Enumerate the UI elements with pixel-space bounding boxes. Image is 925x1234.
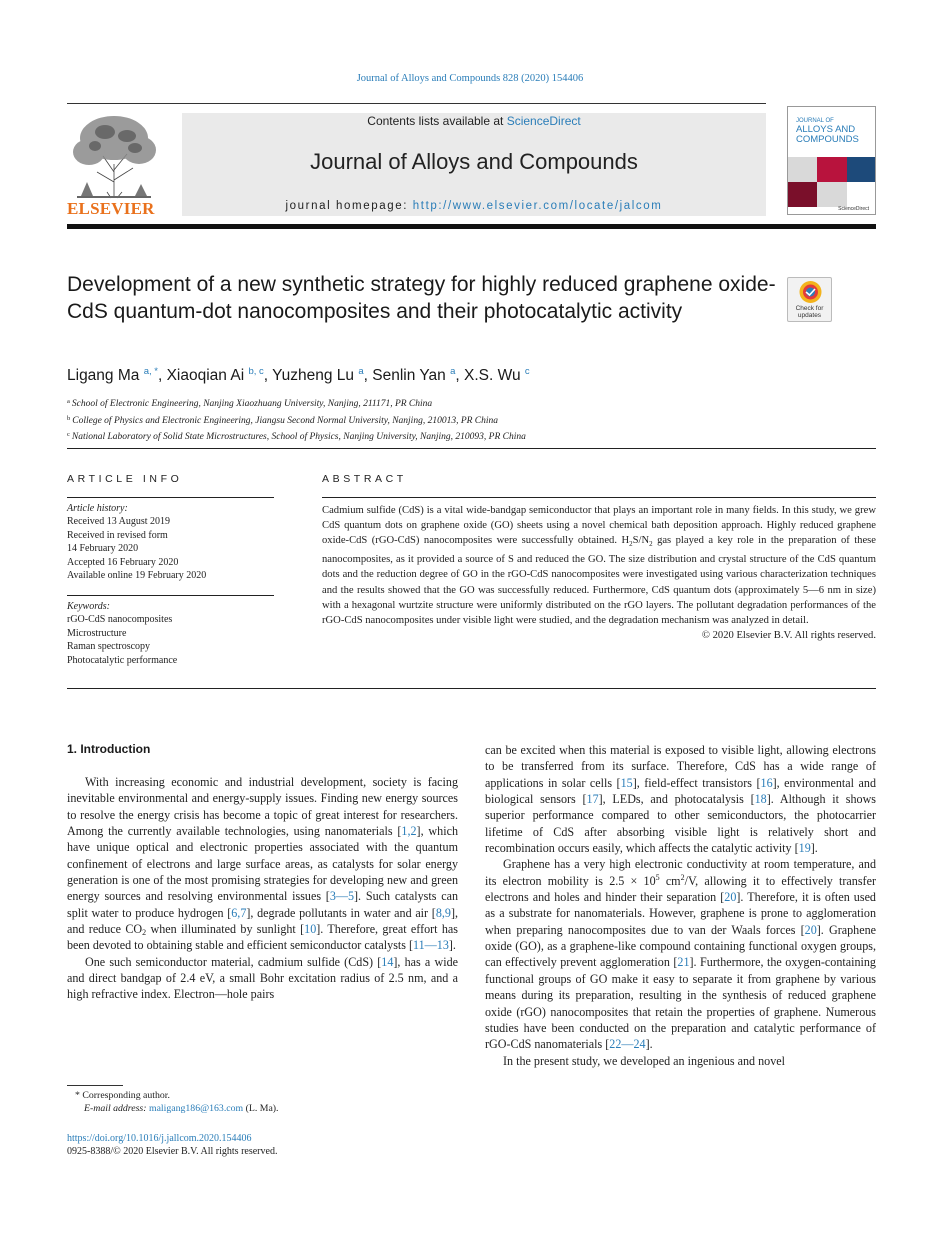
- subscript: 2: [142, 928, 147, 938]
- cover-footer: ScienceDirect: [838, 206, 869, 212]
- journal-homepage-link[interactable]: http://www.elsevier.com/locate/jalcom: [412, 200, 663, 212]
- check-for-updates-button[interactable]: [787, 277, 832, 322]
- author-affil-mark[interactable]: a: [358, 366, 364, 377]
- affiliation-item: [67, 395, 867, 412]
- intro-paragraph-2: [67, 954, 458, 1003]
- cover-color-blocks: [788, 157, 876, 207]
- author-affil-mark[interactable]: a: [450, 366, 456, 377]
- author-name[interactable]: Ligang Ma: [67, 367, 140, 384]
- history-entry: Accepted 16 February 2020: [67, 556, 179, 568]
- corresponding-author-note: [75, 1089, 170, 1102]
- check-updates-icon: [788, 278, 833, 306]
- abstract-text-3: gas played a key role in the preparation of these nanocomposites, as it provided a source of S and reduced the GO. The size distribution and crystal structure of the CdS quantum dots and the reduction degree of GO in the rGO-CdS nanocomposites were investigated using various characterization techniques and the results showed that the GO was successfully reduced. Furthermore, CdS quantum dots (approximately 5—6 nm in size) with a hexagonal wurtzite structure were uniformly distributed on the rGO layers. The pollutant degradation performances of the rGO-CdS nanocomposites under visible light were studied, and the degradation mechanism was analyzed in detail.: [322, 535, 876, 626]
- journal-cover-thumbnail[interactable]: [787, 106, 876, 215]
- header-thick-rule: [67, 224, 876, 229]
- history-entry: Received 13 August 2019: [67, 516, 171, 528]
- text-run: In the present study, we developed an ingenious and novel: [503, 1053, 786, 1068]
- reference-link[interactable]: 22—24: [609, 1037, 646, 1052]
- author-affil-mark[interactable]: c: [524, 366, 530, 377]
- text-run: ]. Furthermore, the oxygen-containing functional groups of GO make it easy to separate it from graphene by various means during its preparation, resulting in the synthesis of reduced graphene oxide (rGO) nanocomposites that retain the properties of graphene. Numerous studies have been conducted on the preparation and catalytic performance of rGO-CdS nanomaterials [: [485, 955, 876, 1052]
- author-separator: ,: [455, 367, 465, 384]
- author-name[interactable]: Xiaoqian Ai: [166, 367, 245, 384]
- keywords-label: Keywords:: [67, 601, 110, 612]
- reference-link[interactable]: 15: [620, 775, 633, 790]
- abstract-heading: ABSTRACT: [322, 473, 407, 485]
- author-name[interactable]: Yuzheng Lu: [272, 367, 355, 384]
- email-note: [84, 1102, 279, 1115]
- sciencedirect-link[interactable]: ScienceDirect: [506, 114, 581, 128]
- author-name[interactable]: X.S. Wu: [464, 367, 521, 384]
- intro-paragraph-3: [485, 856, 876, 1052]
- keyword-item: rGO-CdS nanocomposites: [67, 614, 173, 626]
- section-heading-introduction: 1. Introduction: [67, 742, 151, 756]
- cover-title-line-2: ALLOYS AND: [796, 124, 856, 135]
- reference-link[interactable]: 11—13: [413, 938, 449, 953]
- reference-link[interactable]: 8,9: [435, 905, 451, 920]
- reference-link[interactable]: 6,7: [231, 905, 247, 920]
- article-info-rule: [67, 497, 274, 498]
- author-list: [67, 366, 530, 385]
- reference-link[interactable]: 10: [304, 922, 317, 937]
- author-separator: ,: [157, 367, 167, 384]
- footnote-rule: [67, 1085, 123, 1086]
- author-email-link[interactable]: maligang186@163.com: [148, 1103, 244, 1114]
- author-affil-mark[interactable]: a, *: [143, 366, 158, 377]
- superscript: 5: [655, 872, 660, 882]
- abstract-rule: [322, 497, 876, 498]
- issn-copyright: 0925-8388/© 2020 Elsevier B.V. All rights reserved.: [67, 1146, 278, 1157]
- abstract-subscript: 2: [649, 540, 653, 549]
- intro-paragraph-2-continued: [485, 742, 876, 856]
- doi-link[interactable]: https://doi.org/10.1016/j.jallcom.2020.154406: [67, 1133, 252, 1144]
- text-run: Graphene has a very high electronic conductivity at room temperature, and its electron mobility is 2.5 × 10: [485, 857, 876, 888]
- reference-link[interactable]: 1,2: [401, 824, 417, 839]
- affiliation-item: [67, 428, 867, 445]
- affiliation-text: National Laboratory of Solid State Microstructures, School of Physics, Nanjing University, Nanjing, 210093, PR China: [71, 432, 526, 442]
- affiliation-mark: a: [67, 398, 70, 405]
- article-title: Development of a new synthetic strategy for highly reduced graphene oxide-CdS quantum-dot nanocomposites and their photocatalytic activity: [67, 273, 776, 323]
- affiliation-mark: b: [67, 414, 71, 422]
- article-info-heading: ARTICLE INFO: [67, 473, 183, 485]
- affiliation-text: College of Physics and Electronic Engineering, Jiangsu Second Normal University, Nanjing, 210013, PR China: [72, 415, 499, 426]
- author-name[interactable]: Senlin Yan: [372, 367, 446, 384]
- contents-available-line: [182, 114, 766, 128]
- abstract-text-1: Cadmium sulfide (CdS) is a vital wide-bandgap semiconductor that plays an important role in many fields. In this study, we grew CdS quantum dots on graphene oxide (GO) sheets using a novel chemical bath deposition approach. Highly reduced graphene oxide-CdS (rGO-CdS) nanocomposites were successfully obtained. H: [322, 505, 876, 547]
- text-run: ], environmental and biological sensors [: [485, 775, 876, 807]
- abstract-subscript: 2: [629, 540, 633, 549]
- journal-homepage-line: [182, 200, 766, 212]
- history-entry: 14 February 2020: [67, 543, 139, 555]
- intro-paragraph-1: [67, 774, 458, 954]
- reference-link[interactable]: 20: [804, 922, 817, 937]
- cover-title-line-1: JOURNAL OF: [796, 118, 834, 124]
- keywords-block: [67, 600, 274, 667]
- intro-paragraph-4: [485, 1053, 876, 1069]
- affiliation-mark: c: [67, 431, 70, 438]
- keywords-rule: [67, 595, 274, 596]
- text-run: ], which have unique optical and electronic properties associated with the quantum confinement of electrons and large surface areas, as catalysts for solar energy generation is one of the most promising strategies for developing new and green energy sources and resolving environmental issues [: [67, 824, 458, 904]
- body-column-right: [485, 742, 876, 1069]
- text-run: ], LEDs, and photocatalysis [: [598, 792, 755, 807]
- contents-prefix: Contents lists available at: [367, 114, 507, 128]
- journal-title: Journal of Alloys and Compounds: [310, 149, 638, 174]
- text-run: when illuminated by sunlight [: [146, 922, 305, 937]
- reference-link[interactable]: 20: [724, 890, 737, 905]
- journal-masthead: [182, 113, 766, 216]
- body-column-left: [67, 774, 458, 1003]
- text-run: ].: [448, 938, 456, 953]
- cover-title: [796, 117, 859, 145]
- elsevier-wordmark: ELSEVIER: [67, 199, 155, 218]
- header-divider: [67, 103, 766, 104]
- cover-title-line-3: COMPOUNDS: [796, 134, 859, 145]
- author-separator: ,: [363, 367, 373, 384]
- text-run: cm: [659, 873, 681, 888]
- text-run: ]. Therefore, it is often used as a substrate for nanomaterials. However, graphene is prone to agglomeration when preparing nanocomposites due to van der Waals forces [: [485, 890, 876, 937]
- text-run: ].: [645, 1037, 653, 1052]
- keyword-item: Microstructure: [67, 627, 127, 639]
- text-run: /V, allowing it to effectively transfer electrons and holes and hinder their separation [: [485, 873, 876, 905]
- title-block-divider: [67, 448, 876, 449]
- article-history: [67, 502, 274, 582]
- reference-link[interactable]: 3—5: [329, 889, 355, 904]
- text-run: With increasing economic and industrial development, society is facing inevitable environmental and energy-supply issues. Finding new energy sources to resolve the energy crisis has become a topic of great interest for researchers. Among the currently available technologies, using nanomaterials [: [67, 775, 458, 839]
- affiliation-text: School of Electronic Engineering, Nanjing Xiaozhuang University, Nanjing, 211171, PR China: [71, 399, 433, 409]
- abstract-body: [322, 503, 876, 643]
- text-run: ].: [810, 841, 818, 856]
- reference-link[interactable]: 17: [586, 792, 599, 807]
- text-run: ]. Such catalysts can split water to produce hydrogen [: [67, 889, 459, 920]
- journal-citation-link[interactable]: Journal of Alloys and Compounds 828 (2020) 154406: [356, 73, 584, 84]
- text-run: ]. Therefore, great effort has been devoted to obtaining stable and efficient semiconductor catalysts [: [67, 922, 458, 953]
- text-run: One such semiconductor material, cadmium sulfide (CdS) [: [85, 954, 382, 969]
- text-run: ], field-effect transistors [: [632, 775, 761, 790]
- reference-link[interactable]: 19: [798, 841, 811, 856]
- reference-link[interactable]: 14: [381, 954, 394, 969]
- text-run: ]. Graphene oxide (GO), as a graphene-like compound containing functional oxygen groups, can effectively prevent agglomeration [: [485, 922, 876, 970]
- abstract-end-divider: [67, 688, 876, 689]
- text-run: ], and reduce CO: [67, 905, 458, 937]
- text-run: can be excited when this material is exposed to visible light, allowing electrons to be transferred from its surface. Therefore, CdS has a wide range of applications in solar cells [: [485, 743, 876, 790]
- homepage-prefix: journal homepage:: [285, 200, 413, 212]
- superscript: 2: [680, 872, 685, 882]
- affiliation-list: [67, 395, 867, 445]
- text-run: ]. Although it shows superior performance compared to other semiconductors, the photocarrier lifetime of CdS after absorbing visible light is relatively short and recombination occurs easily, which affects the catalytic activity [: [485, 792, 877, 856]
- affiliation-item: [67, 412, 867, 429]
- author-affil-mark[interactable]: b, c: [248, 366, 264, 377]
- history-entry: Available online 19 February 2020: [67, 570, 207, 582]
- email-suffix: (L. Ma).: [243, 1103, 279, 1114]
- history-entry: Received in revised form: [67, 529, 168, 541]
- reference-link[interactable]: 16: [760, 775, 773, 790]
- email-label: E-mail address:: [84, 1103, 149, 1114]
- reference-link[interactable]: 18: [754, 792, 767, 807]
- article-history-label: Article history:: [67, 503, 128, 514]
- corresponding-label: Corresponding author.: [79, 1090, 170, 1101]
- footnote-star: *: [75, 1090, 80, 1101]
- reference-link[interactable]: 21: [677, 955, 690, 970]
- text-run: ], degrade pollutants in water and air [: [246, 905, 436, 920]
- keyword-item: Photocatalytic performance: [67, 654, 178, 666]
- author-separator: ,: [263, 367, 273, 384]
- abstract-copyright: © 2020 Elsevier B.V. All rights reserved.: [701, 629, 876, 641]
- keyword-item: Raman spectroscopy: [67, 641, 151, 653]
- abstract-text-2: S/N: [632, 535, 650, 547]
- text-run: ], has a wide and direct bandgap of 2.4 eV, a small Bohr excitation radius of 2.5 nm, and a high refractive index. Electron—hole pairs: [67, 954, 458, 1002]
- check-updates-label: Check for updates: [795, 305, 824, 319]
